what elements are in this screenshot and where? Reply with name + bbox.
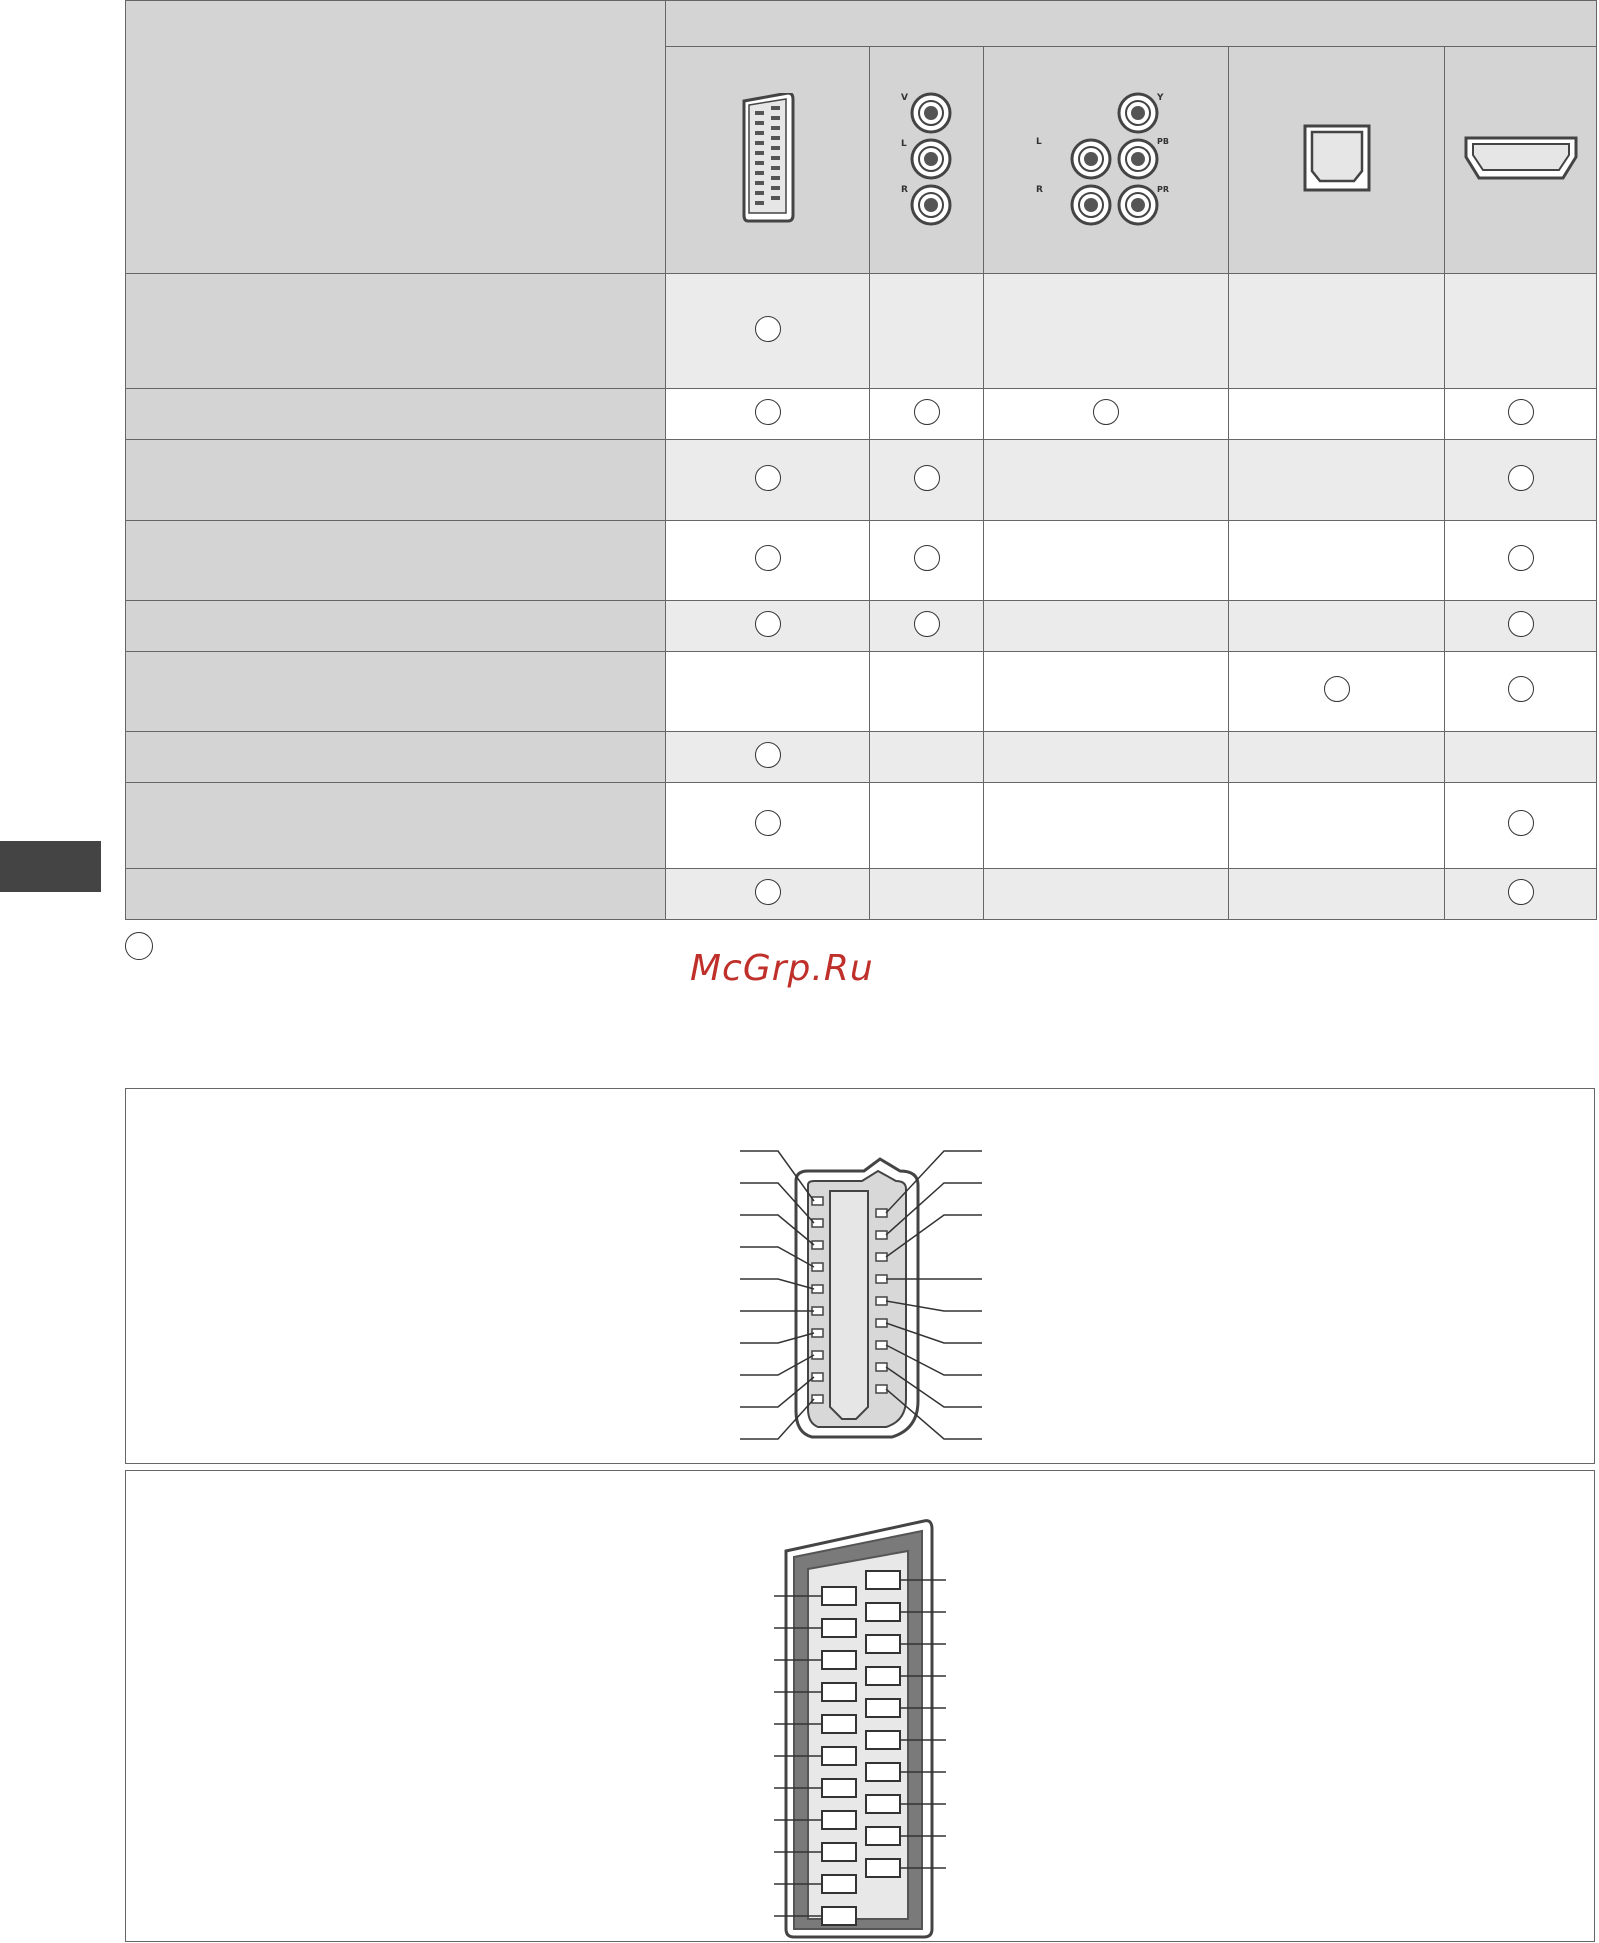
rca-label-v: V: [900, 93, 908, 104]
circle-mark-icon: [914, 611, 940, 637]
table-cell: [1229, 274, 1445, 389]
table-cell: [1445, 651, 1597, 731]
table-row: [126, 868, 1597, 919]
table-row: [126, 731, 1597, 782]
table-cell: [869, 651, 983, 731]
table-cell: [984, 274, 1229, 389]
circle-mark-icon: [1508, 399, 1534, 425]
av-rca-connector-icon: [869, 47, 983, 274]
table-cell: [869, 520, 983, 600]
circle-mark-icon: [914, 545, 940, 571]
table-cell: [666, 274, 870, 389]
table-cell: [1229, 440, 1445, 520]
table-cell: [1445, 868, 1597, 919]
table-cell: [666, 389, 870, 440]
table-row: [126, 274, 1597, 389]
row-label: [126, 868, 666, 919]
table-cell: [984, 440, 1229, 520]
table-cell: [1229, 651, 1445, 731]
table-cell: [1229, 731, 1445, 782]
circle-mark-icon: [1508, 810, 1534, 836]
table-cell: [984, 389, 1229, 440]
table-cell: [666, 520, 870, 600]
table-cell: [869, 782, 983, 868]
table-cell: [869, 731, 983, 782]
row-label: [126, 731, 666, 782]
component-label-l: L: [1036, 137, 1043, 148]
table-cell: [1229, 782, 1445, 868]
table-cell: [869, 868, 983, 919]
connector-group-header: [666, 1, 1597, 47]
table-cell: [984, 520, 1229, 600]
circle-mark-icon: [1508, 676, 1534, 702]
row-label: [126, 651, 666, 731]
circle-mark-icon: [755, 316, 781, 342]
component-connector-icon: [984, 47, 1229, 274]
table-cell: [666, 600, 870, 651]
section-tab-marker: [0, 841, 101, 892]
circle-mark-icon: [755, 879, 781, 905]
circle-mark-icon: [755, 810, 781, 836]
table-cell: [666, 868, 870, 919]
scart-pinout-panel: [125, 1470, 1595, 1942]
table-cell: [869, 440, 983, 520]
hdmi-pinout-icon: [126, 1089, 1596, 1465]
component-label-pb: PB: [1157, 137, 1170, 147]
rca-label-l: L: [900, 139, 907, 150]
scart-pinout-icon: [126, 1471, 1596, 1943]
row-label: [126, 600, 666, 651]
circle-mark-icon: [1324, 676, 1350, 702]
circle-mark-icon: [914, 465, 940, 491]
table-cell: [1445, 520, 1597, 600]
row-label: [126, 440, 666, 520]
circle-mark-icon: [755, 465, 781, 491]
legend-note: [125, 932, 163, 960]
hdmi-connector-icon: [1445, 47, 1597, 274]
table-cell: [1445, 274, 1597, 389]
table-cell: [666, 731, 870, 782]
row-label: [126, 389, 666, 440]
table-cell: [1229, 520, 1445, 600]
table-row: [126, 651, 1597, 731]
watermark: McGrp.Ru: [690, 948, 874, 989]
table-cell: [984, 868, 1229, 919]
table-row: [126, 600, 1597, 651]
table-cell: [1445, 389, 1597, 440]
circle-mark-icon: [1508, 545, 1534, 571]
table-cell: [666, 782, 870, 868]
table-header-label: [126, 1, 666, 274]
table-cell: [666, 440, 870, 520]
circle-mark-icon: [1508, 611, 1534, 637]
table-cell: [1445, 731, 1597, 782]
table-row: [126, 782, 1597, 868]
table-cell: [1229, 600, 1445, 651]
circle-mark-icon: [1093, 399, 1119, 425]
circle-mark-icon: [755, 742, 781, 768]
table-cell: [666, 651, 870, 731]
table-cell: [984, 782, 1229, 868]
table-row: [126, 520, 1597, 600]
table-cell: [869, 389, 983, 440]
circle-mark-icon: [1508, 465, 1534, 491]
table-cell: [1445, 782, 1597, 868]
circle-mark-icon: [755, 545, 781, 571]
component-label-pr: PR: [1157, 185, 1170, 195]
connection-table: [125, 0, 1597, 920]
table-row: [126, 440, 1597, 520]
row-label: [126, 520, 666, 600]
table-row: [126, 389, 1597, 440]
table-cell: [984, 600, 1229, 651]
circle-mark-icon: [755, 399, 781, 425]
circle-mark-icon: [755, 611, 781, 637]
table-cell: [1445, 440, 1597, 520]
circle-mark-icon: [1508, 879, 1534, 905]
component-label-r: R: [1036, 185, 1044, 196]
circle-mark-icon: [125, 932, 153, 960]
table-cell: [1229, 868, 1445, 919]
table-cell: [984, 651, 1229, 731]
rca-label-r: R: [900, 185, 908, 196]
table-cell: [869, 600, 983, 651]
scart-connector-icon: [666, 47, 870, 274]
circle-mark-icon: [914, 399, 940, 425]
component-label-y: Y: [1157, 93, 1164, 104]
table-cell: [869, 274, 983, 389]
row-label: [126, 782, 666, 868]
table-cell: [1229, 389, 1445, 440]
table-cell: [1445, 600, 1597, 651]
optical-connector-icon: [1229, 47, 1445, 274]
row-label: [126, 274, 666, 389]
hdmi-pinout-panel: [125, 1088, 1595, 1464]
table-cell: [984, 731, 1229, 782]
